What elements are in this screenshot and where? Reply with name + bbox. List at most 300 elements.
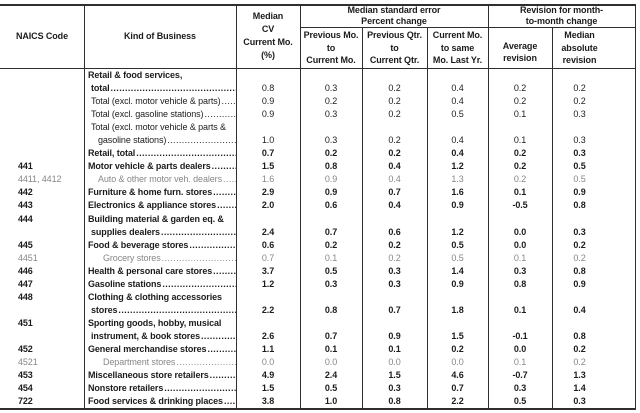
value-cell [362,160,427,173]
value-cell [427,95,488,108]
value-text: 0.2 [573,357,586,368]
value-cell [427,265,488,278]
value-cell [236,121,300,147]
dot-leader [118,304,236,317]
value-cell [300,95,362,108]
value-text: 4.6 [451,370,464,381]
table-row [0,213,636,239]
business-label-text: total [91,83,110,94]
table-body [0,69,636,408]
table-row [0,199,636,212]
business-label-line [84,317,236,330]
value-text: 0.9 [451,278,464,289]
value-cell [362,95,427,108]
value-text: 0.3 [324,83,338,94]
value-text: 2.0 [261,200,275,211]
business-label-text: gasoline stations) [98,135,167,146]
business-label-line [84,343,236,356]
value-cell [427,278,488,291]
value-text: 1.2 [451,226,464,237]
value-text: 0.3 [324,135,338,146]
value-text: 0.3 [573,148,586,159]
table-row [0,173,636,186]
value-text: 0.2 [513,96,527,107]
value-text: 0.5 [573,161,586,172]
value-text: 0.3 [513,383,527,394]
business-label-line [84,239,236,252]
business-label-line [84,278,236,291]
table-row [0,356,636,369]
value-cell [552,213,635,239]
business-label-text: General merchandise stores [88,343,207,354]
value-text: 0.1 [513,252,527,263]
value-text: 0.6 [261,239,275,250]
dot-leader [167,134,236,147]
value-text: 0.2 [388,252,401,263]
business-label-line [84,160,236,173]
table-row [0,239,636,252]
dot-leader [162,252,236,265]
business-label-text: Gasoline stations [88,278,162,289]
value-cell [300,356,362,369]
header-prev-qtr-to-current-qtr: Previous Qtr. to Current Qtr. [367,30,422,66]
table-row [0,252,636,265]
value-cell [300,160,362,173]
value-cell [488,343,552,356]
value-cell [362,239,427,252]
naics-code-cell: 4411, 4412 [18,174,62,185]
value-text: 4.9 [261,370,275,381]
table-row [0,278,636,291]
value-text: 0.9 [261,109,275,120]
value-text: 0.1 [388,343,401,354]
value-text: 0.7 [261,252,275,263]
value-cell [362,252,427,265]
value-cell [488,278,552,291]
naics-code-cell: 445 [18,239,33,250]
value-text: 2.2 [261,304,275,315]
value-cell [488,239,552,252]
value-text: 0.1 [513,357,527,368]
value-cell [300,69,362,95]
value-cell [552,173,635,186]
business-label-line [84,382,236,395]
dot-leader [217,199,236,212]
naics-code-cell: 454 [18,383,33,394]
dot-leader [189,239,236,252]
value-cell [300,369,362,382]
value-text: 0.0 [324,357,338,368]
value-text: 0.8 [573,330,586,341]
value-text: 0.3 [388,278,401,289]
value-cell [236,317,300,343]
value-text: 0.8 [573,200,586,211]
value-text: 0.5 [513,396,527,407]
value-text: 0.0 [388,357,401,368]
value-cell [362,186,427,199]
value-text: 0.9 [388,330,401,341]
value-cell [552,356,635,369]
value-text: 0.4 [451,135,464,146]
value-cell [427,199,488,212]
value-cell [362,69,427,95]
value-text: 0.5 [451,239,464,250]
value-text: 1.3 [573,370,586,381]
dot-leader [162,278,236,291]
business-label-line [84,147,236,160]
value-text: 0.5 [451,252,464,263]
value-text: 0.6 [388,226,401,237]
value-cell [236,356,300,369]
table-row [0,343,636,356]
value-text: 0.8 [573,265,586,276]
value-text: 1.2 [261,278,275,289]
naics-code-cell: 452 [18,343,33,354]
kind-of-business-cell [84,69,236,95]
naics-code-cell [0,69,84,95]
business-label-text: supplies dealers [91,226,160,237]
value-text: 0.9 [573,187,586,198]
value-text: 1.6 [261,174,275,185]
value-text: 0.2 [324,96,338,107]
value-text: -0.1 [512,330,528,341]
value-cell [488,186,552,199]
value-text: 0.3 [573,396,586,407]
business-label-text: Miscellaneous store retailers [88,370,209,381]
value-cell [300,186,362,199]
business-label-line [84,199,236,212]
table-row [0,265,636,278]
kind-of-business-cell [84,369,236,382]
value-cell [236,199,300,212]
value-cell [427,291,488,317]
business-label-line [84,330,236,343]
value-text: 0.2 [573,252,586,263]
business-label-line [84,265,236,278]
business-label-text: Sporting goods, hobby, musical [88,317,222,328]
value-text: 1.8 [451,304,464,315]
value-cell [552,252,635,265]
value-text: 1.0 [324,396,338,407]
value-cell [427,239,488,252]
value-cell [362,213,427,239]
value-cell [362,343,427,356]
value-cell [488,252,552,265]
value-text: 0.4 [573,304,586,315]
value-text: 0.4 [451,96,464,107]
business-label-line [84,395,236,408]
business-label-text: Total (excl. gasoline stations) [91,109,204,120]
naics-code-cell: 453 [18,370,33,381]
value-cell [236,369,300,382]
business-label-text: Retail & food services, [88,70,183,80]
naics-code-cell: 444 [18,213,33,224]
value-cell [236,278,300,291]
value-text: 0.9 [451,200,464,211]
value-cell [552,265,635,278]
table-row [0,121,636,147]
value-cell [362,356,427,369]
value-cell [236,252,300,265]
value-cell [427,317,488,343]
value-cell [427,395,488,408]
value-text: 0.9 [573,278,586,289]
business-label-line [84,252,236,265]
kind-of-business-cell [84,95,236,108]
value-text: 0.2 [388,83,401,94]
value-text: 0.6 [324,200,338,211]
value-text: 0.3 [388,265,401,276]
business-label-line [84,186,236,199]
header-median-cv: Median CV Current Mo. (%) [243,11,293,60]
value-text: 3.8 [261,396,275,407]
value-cell [552,186,635,199]
business-label-text: Electronics & appliance stores [88,200,217,211]
table-row [0,95,636,108]
dot-leader [213,186,236,199]
kind-of-business-cell [84,291,236,317]
value-cell [362,291,427,317]
value-cell [300,239,362,252]
value-text: 0.2 [573,239,586,250]
value-cell [552,95,635,108]
value-cell [236,160,300,173]
table-row [0,382,636,395]
value-text: 1.5 [388,370,401,381]
value-cell [300,395,362,408]
value-cell [362,121,427,147]
value-text: 0.3 [324,278,338,289]
business-label-line [84,369,236,382]
value-text: 0.2 [388,148,401,159]
value-text: 2.4 [261,226,275,237]
naics-code-cell [0,147,84,160]
value-cell [362,382,427,395]
value-text: 0.8 [324,161,338,172]
value-cell [236,343,300,356]
value-text: 1.0 [261,135,275,146]
value-cell [552,199,635,212]
dot-leader [201,330,236,343]
value-text: 0.1 [513,135,527,146]
value-cell [488,317,552,343]
kind-of-business-cell [84,395,236,408]
value-text: 0.1 [324,343,338,354]
value-cell [488,291,552,317]
dot-leader [222,95,236,108]
business-label-text: Food & beverage stores [88,239,189,250]
kind-of-business-cell [84,343,236,356]
value-text: 0.0 [513,226,527,237]
business-label-line [84,226,236,239]
value-text: 0.9 [324,174,338,185]
value-text: 0.2 [513,174,527,185]
naics-code-cell: 443 [18,200,33,211]
header-group-standard-error: Median standard error Percent change [347,4,441,26]
value-cell [236,395,300,408]
table-row [0,369,636,382]
value-text: 0.7 [261,148,275,159]
value-cell [362,265,427,278]
header-current-mo-to-same-mo-last-yr: Current Mo. to same Mo. Last Yr. [432,30,483,66]
naics-code-cell: 4521 [18,357,38,368]
value-cell [488,395,552,408]
table-row [0,108,636,121]
naics-code-cell: 442 [18,187,33,198]
value-cell [552,369,635,382]
naics-code-cell: 441 [18,161,33,172]
value-cell [300,291,362,317]
header-business-label: Kind of Business [124,30,196,41]
value-text: 0.3 [324,109,338,120]
value-cell [552,69,635,95]
business-label-text: Building material & garden eq. & [88,213,224,224]
business-label-text: Total (excl. motor vehicle & parts) [91,96,221,107]
value-text: 1.1 [261,343,275,354]
value-cell [427,121,488,147]
value-text: 1.4 [451,265,464,276]
value-cell [300,199,362,212]
value-text: 0.9 [324,187,338,198]
naics-code-cell: 448 [18,291,33,302]
value-cell [300,278,362,291]
value-cell [236,108,300,121]
kind-of-business-cell [84,186,236,199]
value-text: 0.2 [388,135,401,146]
business-label-line [84,108,236,121]
naics-code-cell [0,121,84,147]
value-text: 0.2 [573,96,586,107]
dot-leader [204,108,236,121]
kind-of-business-cell [84,213,236,239]
value-text: 1.5 [451,330,464,341]
value-text: 0.2 [388,96,401,107]
value-cell [236,69,300,95]
value-text: 2.4 [324,370,338,381]
value-text: 2.6 [261,330,275,341]
value-text: 1.5 [261,383,275,394]
value-cell [236,382,300,395]
value-text: 0.2 [573,83,586,94]
kind-of-business-cell [84,356,236,369]
value-cell [552,343,635,356]
business-label-text: Retail, total [88,148,136,159]
value-text: 0.7 [388,187,401,198]
table-row [0,291,636,317]
business-label-text: Food services & drinking places [88,396,223,407]
value-cell [300,108,362,121]
dot-leader [111,82,237,95]
business-label-text: Clothing & clothing accessories [88,291,222,302]
value-text: 0.4 [388,174,401,185]
value-cell [552,160,635,173]
value-cell [300,317,362,343]
value-cell [488,160,552,173]
naics-code-cell [0,108,84,121]
value-cell [427,213,488,239]
table-row [0,317,636,343]
value-cell [236,147,300,160]
value-cell [427,108,488,121]
value-cell [300,382,362,395]
value-cell [488,369,552,382]
value-text: 0.1 [513,109,527,120]
value-text: 0.8 [261,83,275,94]
header-naics-label: NAICS Code [15,30,68,41]
value-cell [488,147,552,160]
value-cell [427,173,488,186]
dot-leader [210,369,236,382]
value-text: 0.9 [261,96,275,107]
value-cell [427,356,488,369]
value-cell [362,278,427,291]
value-cell [488,69,552,95]
value-cell [488,95,552,108]
value-text: 1.4 [573,383,586,394]
value-text: 0.5 [324,383,338,394]
value-cell [427,147,488,160]
table-row [0,147,636,160]
kind-of-business-cell [84,239,236,252]
value-text: 0.4 [388,161,401,172]
value-text: 0.8 [324,304,338,315]
value-cell [488,265,552,278]
value-cell [300,121,362,147]
value-text: 0.0 [513,343,527,354]
value-cell [488,382,552,395]
business-label-text: instrument, & book stores [91,330,201,341]
business-label-text: Furniture & home furn. stores [88,187,213,198]
header-group-revision: Revision for month- to-month change [519,4,604,26]
value-text: -0.5 [512,200,528,211]
kind-of-business-cell [84,199,236,212]
dot-leader [212,160,236,173]
value-cell [300,213,362,239]
value-cell [300,147,362,160]
business-label-line [84,213,236,226]
value-cell [552,395,635,408]
value-text: 0.3 [573,109,586,120]
value-cell [552,239,635,252]
value-cell [552,147,635,160]
value-cell [362,108,427,121]
value-cell [488,213,552,239]
naics-code-cell: 446 [18,265,33,276]
header-average-revision: Average revision [502,40,538,64]
kind-of-business-cell [84,382,236,395]
value-text: 0.2 [513,148,527,159]
value-cell [362,317,427,343]
table-row [0,69,636,95]
value-text: 1.6 [451,187,464,198]
business-label-text: Auto & other motor veh. dealers [98,174,222,185]
naics-code-cell: 4451 [18,252,38,263]
value-text: -0.7 [512,370,528,381]
value-text: 2.9 [261,187,275,198]
naics-code-cell: 451 [18,317,33,328]
dot-leader [176,356,236,369]
value-text: 0.8 [388,396,401,407]
value-cell [427,186,488,199]
value-cell [236,186,300,199]
business-label-text: stores [91,304,118,315]
value-cell [300,343,362,356]
value-text: 0.2 [324,239,338,250]
value-text: 0.0 [261,357,275,368]
value-text: 0.2 [324,148,338,159]
dot-leader [161,226,236,239]
value-text: 0.5 [573,174,586,185]
